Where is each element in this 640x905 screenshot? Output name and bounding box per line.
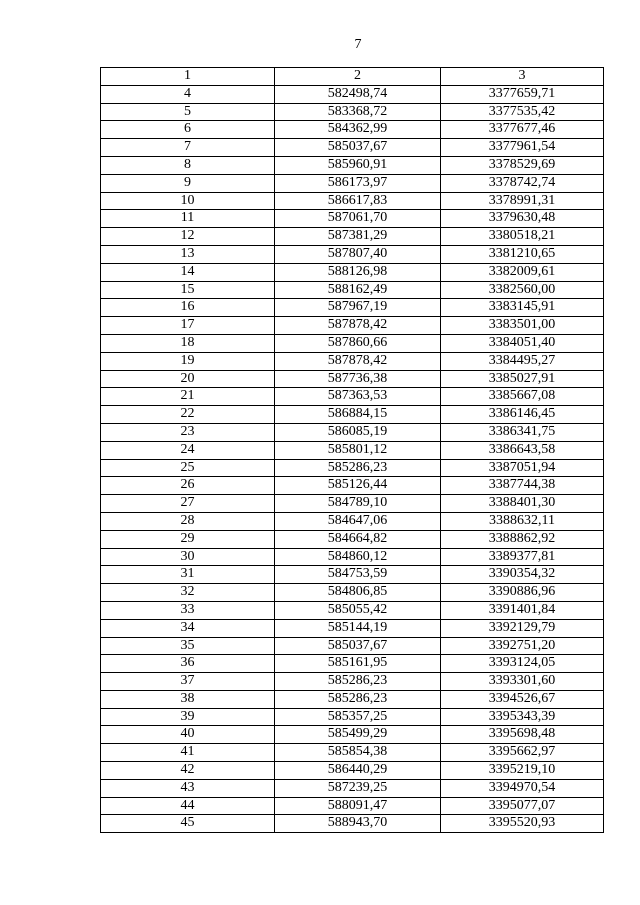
y-coordinate-cell: 3393124,05 — [441, 655, 604, 673]
x-coordinate-cell: 587878,42 — [275, 352, 441, 370]
point-number-cell: 17 — [101, 317, 275, 335]
table-row — [101, 263, 604, 281]
point-number-cell: 9 — [101, 174, 275, 192]
table-row — [101, 566, 604, 584]
table-row — [101, 601, 604, 619]
x-coordinate-cell: 585286,23 — [275, 459, 441, 477]
x-coordinate-cell: 588943,70 — [275, 815, 441, 833]
table-row — [101, 495, 604, 513]
y-coordinate-cell: 3390354,32 — [441, 566, 604, 584]
x-coordinate-cell: 585357,25 — [275, 708, 441, 726]
point-number-cell: 20 — [101, 370, 275, 388]
table-header — [101, 68, 604, 86]
x-coordinate-cell: 586617,83 — [275, 192, 441, 210]
table-row — [101, 423, 604, 441]
point-number-cell: 6 — [101, 121, 275, 139]
table-row — [101, 726, 604, 744]
y-coordinate-cell: 3388862,92 — [441, 530, 604, 548]
y-coordinate-cell: 3377659,71 — [441, 85, 604, 103]
header-cell-column-1: 1 — [101, 68, 275, 86]
table-row — [101, 317, 604, 335]
x-coordinate-cell: 584789,10 — [275, 495, 441, 513]
table-row — [101, 512, 604, 530]
point-number-cell: 34 — [101, 619, 275, 637]
y-coordinate-cell: 3386643,58 — [441, 441, 604, 459]
coordinates-table — [100, 67, 604, 833]
y-coordinate-cell: 3384495,27 — [441, 352, 604, 370]
x-coordinate-cell: 585037,67 — [275, 139, 441, 157]
x-coordinate-cell: 587967,19 — [275, 299, 441, 317]
table-row — [101, 673, 604, 691]
x-coordinate-cell: 585960,91 — [275, 156, 441, 174]
table-row — [101, 655, 604, 673]
x-coordinate-cell: 584860,12 — [275, 548, 441, 566]
y-coordinate-cell: 3386146,45 — [441, 406, 604, 424]
point-number-cell: 11 — [101, 210, 275, 228]
table-row — [101, 584, 604, 602]
x-coordinate-cell: 585055,42 — [275, 601, 441, 619]
point-number-cell: 41 — [101, 744, 275, 762]
table-row — [101, 459, 604, 477]
point-number-cell: 27 — [101, 495, 275, 513]
y-coordinate-cell: 3395520,93 — [441, 815, 604, 833]
table-row — [101, 299, 604, 317]
table-row — [101, 156, 604, 174]
point-number-cell: 10 — [101, 192, 275, 210]
x-coordinate-cell: 588091,47 — [275, 797, 441, 815]
y-coordinate-cell: 3383501,00 — [441, 317, 604, 335]
x-coordinate-cell: 587239,25 — [275, 779, 441, 797]
x-coordinate-cell: 584362,99 — [275, 121, 441, 139]
point-number-cell: 37 — [101, 673, 275, 691]
point-number-cell: 21 — [101, 388, 275, 406]
point-number-cell: 43 — [101, 779, 275, 797]
y-coordinate-cell: 3393301,60 — [441, 673, 604, 691]
table-row — [101, 530, 604, 548]
y-coordinate-cell: 3395219,10 — [441, 762, 604, 780]
page-number: 7 — [354, 37, 362, 52]
y-coordinate-cell: 3378529,69 — [441, 156, 604, 174]
x-coordinate-cell: 587061,70 — [275, 210, 441, 228]
table-row — [101, 708, 604, 726]
y-coordinate-cell: 3387744,38 — [441, 477, 604, 495]
x-coordinate-cell: 587860,66 — [275, 334, 441, 352]
y-coordinate-cell: 3388632,11 — [441, 512, 604, 530]
point-number-cell: 7 — [101, 139, 275, 157]
x-coordinate-cell: 585126,44 — [275, 477, 441, 495]
point-number-cell: 31 — [101, 566, 275, 584]
point-number-cell: 13 — [101, 245, 275, 263]
table-row — [101, 228, 604, 246]
x-coordinate-cell: 585144,19 — [275, 619, 441, 637]
table-row — [101, 121, 604, 139]
point-number-cell: 12 — [101, 228, 275, 246]
point-number-cell: 8 — [101, 156, 275, 174]
point-number-cell: 32 — [101, 584, 275, 602]
table-row — [101, 103, 604, 121]
x-coordinate-cell: 588126,98 — [275, 263, 441, 281]
y-coordinate-cell: 3392129,79 — [441, 619, 604, 637]
table-row — [101, 441, 604, 459]
table-row — [101, 85, 604, 103]
y-coordinate-cell: 3395698,48 — [441, 726, 604, 744]
table-row — [101, 779, 604, 797]
table-row — [101, 690, 604, 708]
x-coordinate-cell: 584647,06 — [275, 512, 441, 530]
y-coordinate-cell: 3386341,75 — [441, 423, 604, 441]
table-row — [101, 388, 604, 406]
table-row — [101, 210, 604, 228]
table-row — [101, 762, 604, 780]
y-coordinate-cell: 3394526,67 — [441, 690, 604, 708]
y-coordinate-cell: 3378742,74 — [441, 174, 604, 192]
x-coordinate-cell: 586085,19 — [275, 423, 441, 441]
y-coordinate-cell: 3384051,40 — [441, 334, 604, 352]
x-coordinate-cell: 585801,12 — [275, 441, 441, 459]
y-coordinate-cell: 3385667,08 — [441, 388, 604, 406]
x-coordinate-cell: 585499,29 — [275, 726, 441, 744]
y-coordinate-cell: 3382009,61 — [441, 263, 604, 281]
table-body — [101, 85, 604, 832]
table-row — [101, 334, 604, 352]
y-coordinate-cell: 3395662,97 — [441, 744, 604, 762]
table-row — [101, 406, 604, 424]
point-number-cell: 35 — [101, 637, 275, 655]
x-coordinate-cell: 585037,67 — [275, 637, 441, 655]
point-number-cell: 45 — [101, 815, 275, 833]
y-coordinate-cell: 3383145,91 — [441, 299, 604, 317]
y-coordinate-cell: 3394970,54 — [441, 779, 604, 797]
table-row — [101, 370, 604, 388]
y-coordinate-cell: 3395343,39 — [441, 708, 604, 726]
table-row — [101, 352, 604, 370]
point-number-cell: 33 — [101, 601, 275, 619]
point-number-cell: 28 — [101, 512, 275, 530]
header-cell-column-2: 2 — [275, 68, 441, 86]
table-row — [101, 174, 604, 192]
y-coordinate-cell: 3382560,00 — [441, 281, 604, 299]
table-row — [101, 139, 604, 157]
table-row — [101, 619, 604, 637]
y-coordinate-cell: 3377677,46 — [441, 121, 604, 139]
x-coordinate-cell: 586173,97 — [275, 174, 441, 192]
table-row — [101, 245, 604, 263]
point-number-cell: 36 — [101, 655, 275, 673]
y-coordinate-cell: 3377535,42 — [441, 103, 604, 121]
table-row — [101, 744, 604, 762]
point-number-cell: 24 — [101, 441, 275, 459]
table-row — [101, 815, 604, 833]
point-number-cell: 4 — [101, 85, 275, 103]
x-coordinate-cell: 585286,23 — [275, 673, 441, 691]
y-coordinate-cell: 3377961,54 — [441, 139, 604, 157]
point-number-cell: 22 — [101, 406, 275, 424]
header-cell-column-3: 3 — [441, 68, 604, 86]
y-coordinate-cell: 3378991,31 — [441, 192, 604, 210]
point-number-cell: 18 — [101, 334, 275, 352]
point-number-cell: 26 — [101, 477, 275, 495]
point-number-cell: 25 — [101, 459, 275, 477]
x-coordinate-cell: 586884,15 — [275, 406, 441, 424]
point-number-cell: 23 — [101, 423, 275, 441]
point-number-cell: 40 — [101, 726, 275, 744]
point-number-cell: 42 — [101, 762, 275, 780]
x-coordinate-cell: 587381,29 — [275, 228, 441, 246]
y-coordinate-cell: 3380518,21 — [441, 228, 604, 246]
y-coordinate-cell: 3387051,94 — [441, 459, 604, 477]
table-row — [101, 192, 604, 210]
x-coordinate-cell: 587807,40 — [275, 245, 441, 263]
x-coordinate-cell: 583368,72 — [275, 103, 441, 121]
y-coordinate-cell: 3395077,07 — [441, 797, 604, 815]
point-number-cell: 14 — [101, 263, 275, 281]
point-number-cell: 19 — [101, 352, 275, 370]
point-number-cell: 5 — [101, 103, 275, 121]
point-number-cell: 38 — [101, 690, 275, 708]
point-number-cell: 30 — [101, 548, 275, 566]
x-coordinate-cell: 585161,95 — [275, 655, 441, 673]
x-coordinate-cell: 585286,23 — [275, 690, 441, 708]
y-coordinate-cell: 3390886,96 — [441, 584, 604, 602]
point-number-cell: 16 — [101, 299, 275, 317]
point-number-cell: 39 — [101, 708, 275, 726]
table-row — [101, 797, 604, 815]
y-coordinate-cell: 3381210,65 — [441, 245, 604, 263]
y-coordinate-cell: 3388401,30 — [441, 495, 604, 513]
x-coordinate-cell: 588162,49 — [275, 281, 441, 299]
x-coordinate-cell: 584664,82 — [275, 530, 441, 548]
table-row — [101, 477, 604, 495]
y-coordinate-cell: 3379630,48 — [441, 210, 604, 228]
x-coordinate-cell: 584806,85 — [275, 584, 441, 602]
table-header-row — [101, 68, 604, 86]
x-coordinate-cell: 586440,29 — [275, 762, 441, 780]
x-coordinate-cell: 587878,42 — [275, 317, 441, 335]
point-number-cell: 15 — [101, 281, 275, 299]
point-number-cell: 29 — [101, 530, 275, 548]
x-coordinate-cell: 584753,59 — [275, 566, 441, 584]
table-row — [101, 548, 604, 566]
table-row — [101, 281, 604, 299]
y-coordinate-cell: 3385027,91 — [441, 370, 604, 388]
y-coordinate-cell: 3389377,81 — [441, 548, 604, 566]
x-coordinate-cell: 582498,74 — [275, 85, 441, 103]
point-number-cell: 44 — [101, 797, 275, 815]
x-coordinate-cell: 585854,38 — [275, 744, 441, 762]
table-row — [101, 637, 604, 655]
x-coordinate-cell: 587363,53 — [275, 388, 441, 406]
x-coordinate-cell: 587736,38 — [275, 370, 441, 388]
y-coordinate-cell: 3391401,84 — [441, 601, 604, 619]
y-coordinate-cell: 3392751,20 — [441, 637, 604, 655]
